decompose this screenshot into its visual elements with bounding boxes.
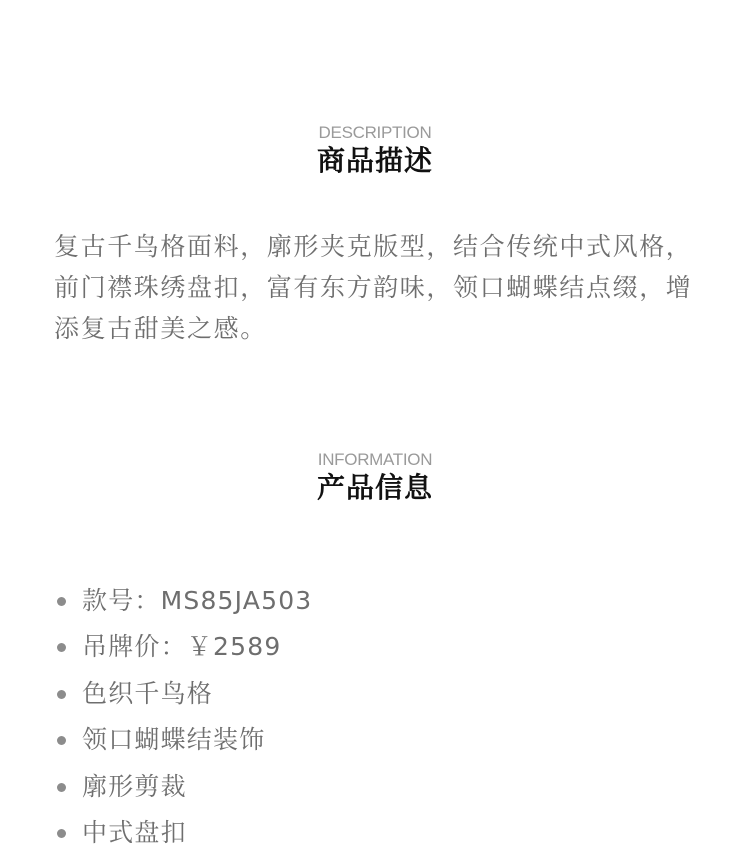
- list-item: [54, 624, 312, 670]
- information-title: 产品信息: [316, 471, 433, 504]
- info-item-text: 廓形剪裁: [82, 771, 187, 801]
- bullet-dot-icon: [57, 736, 66, 745]
- description-header: [0, 122, 750, 178]
- description-text: 复古千鸟格面料，廓形夹克版型，结合传统中式风格，前门襟珠绣盘扣，富有东方韵味，领口蝴蝶结点缀，增添复古甜美之感。: [54, 232, 693, 343]
- bullet-dot-icon: [57, 643, 66, 652]
- info-item-text: 吊牌价：￥2589: [82, 632, 282, 662]
- list-item: [54, 578, 312, 624]
- info-item-text: 中式盘扣: [82, 817, 187, 847]
- information-list: [54, 578, 312, 856]
- bullet-dot-icon: [57, 829, 66, 838]
- info-item-text: 色织千鸟格: [82, 678, 214, 708]
- information-eyebrow: INFORMATION: [317, 450, 433, 469]
- information-header: [0, 449, 750, 505]
- info-item-text: 款号：MS85JA503: [82, 586, 313, 615]
- description-eyebrow: DESCRIPTION: [318, 123, 432, 142]
- list-item: [54, 810, 312, 856]
- list-item: [54, 717, 312, 763]
- bullet-dot-icon: [57, 597, 66, 606]
- description-title: 商品描述: [316, 144, 433, 177]
- bullet-dot-icon: [57, 783, 66, 792]
- info-item-text: 领口蝴蝶结装饰: [82, 725, 266, 755]
- list-item: [54, 671, 312, 717]
- bullet-dot-icon: [57, 690, 66, 699]
- list-item: [54, 764, 312, 810]
